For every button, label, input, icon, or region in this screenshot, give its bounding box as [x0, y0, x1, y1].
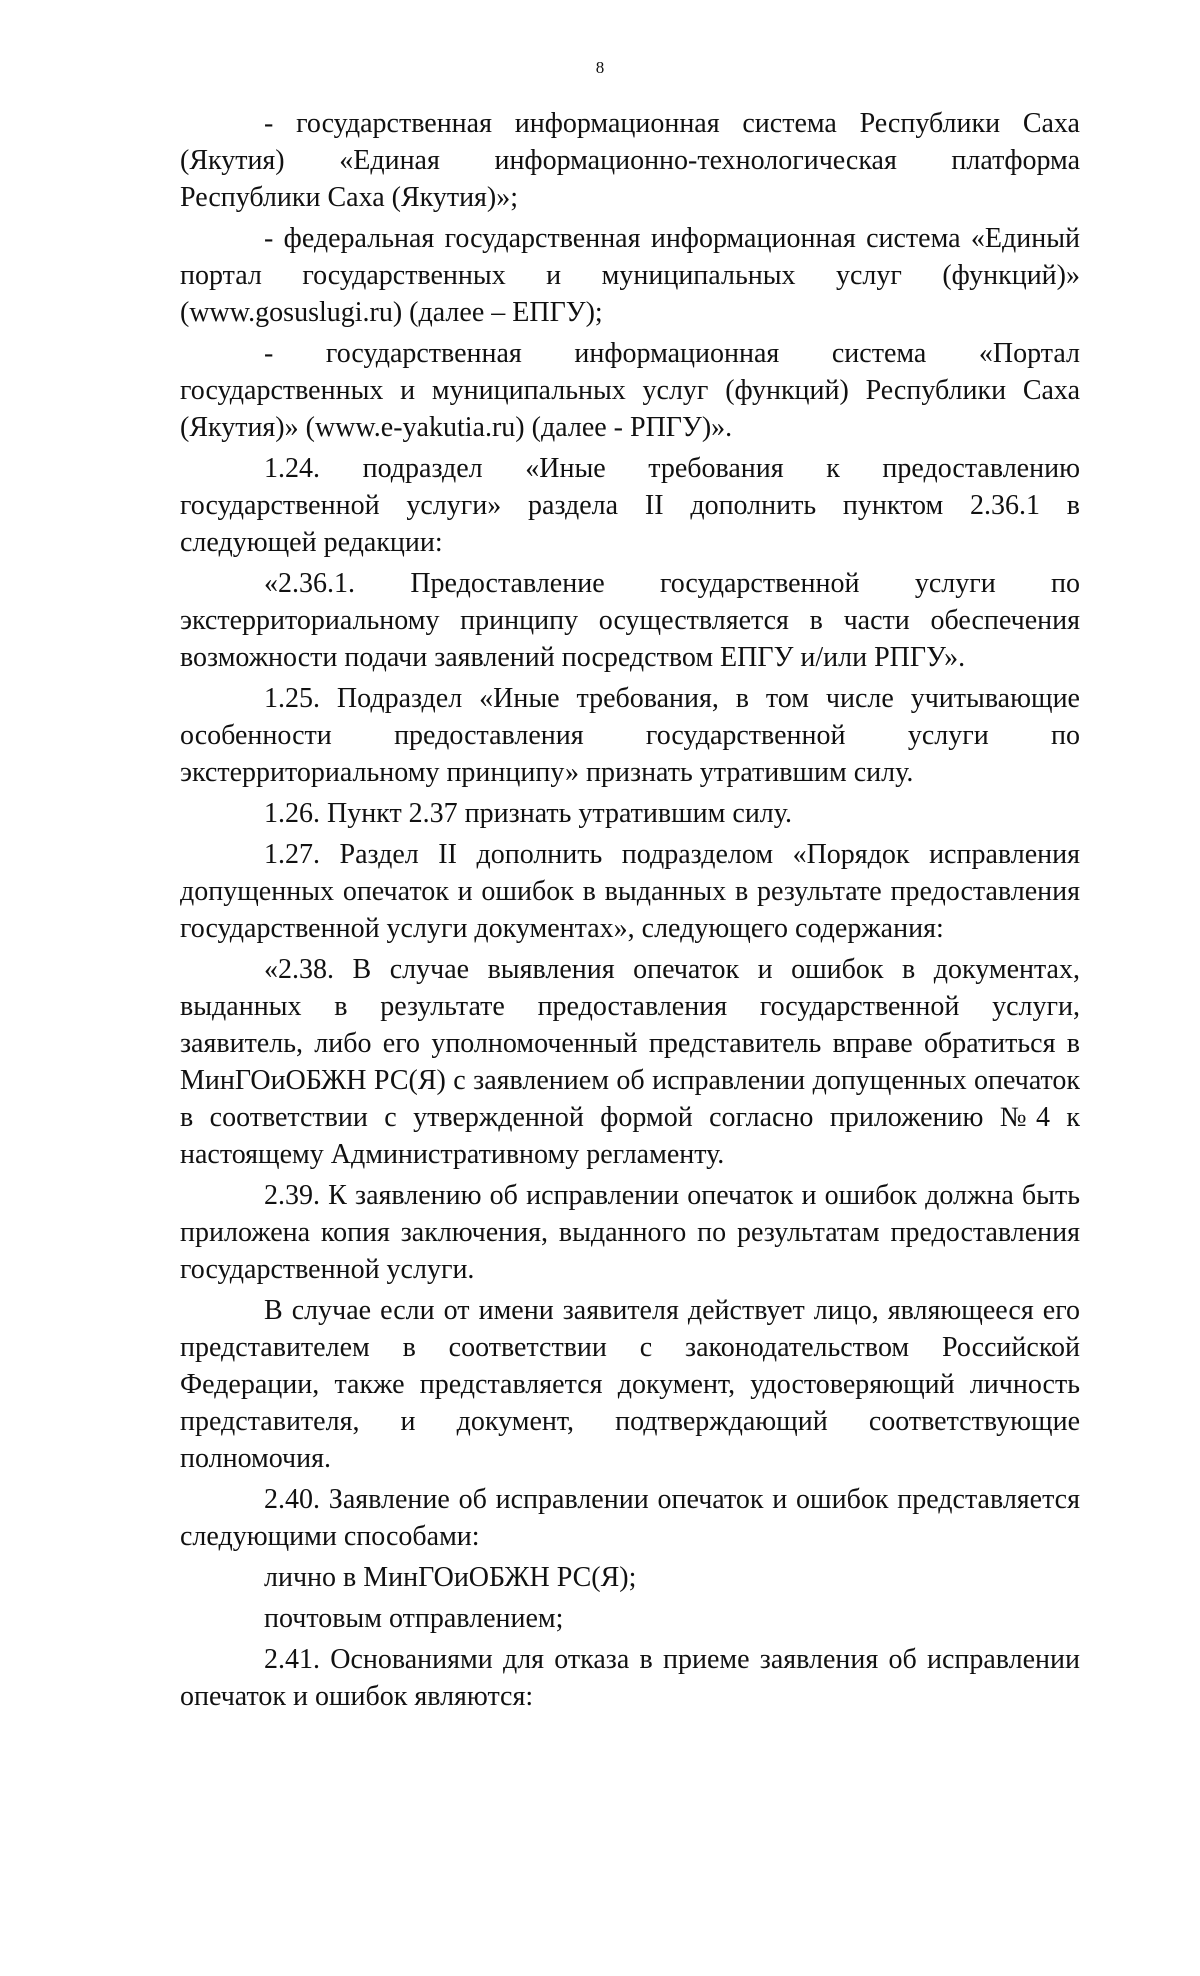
page-number: 8 [595, 58, 605, 77]
paragraph: - государственная информационная система «Портал государственных и муниципальных услуг (функций) Республики Саха (Якутия)» (www.e-yakutia.ru) (далее - РПГУ)». [180, 338, 1080, 443]
paragraph: 1.24. подраздел «Иные требования к предоставлению государственной услуги» раздела II дополнить пунктом 2.36.1 в следующей редакции: [180, 453, 1080, 558]
paragraph: «2.38. В случае выявления опечаток и ошибок в документах, выданных в результате предоставления государственной услуги, заявитель, либо его уполномоченный представитель вправе обратиться в МинГОиОБЖН РС(Я) с заявлением об исправлении допущенных опечаток в соответствии с утвержденной формой согласно приложению №4 к настоящему Административному регламенту. [180, 954, 1080, 1170]
paragraph: 2.40. Заявление об исправлении опечаток и ошибок представляется следующими способами: [180, 1484, 1080, 1552]
paragraph: «2.36.1. Предоставление государственной услуги по экстерриториальному принципу осуществляется в части обеспечения возможности подачи заявлений посредством ЕПГУ и/или РПГУ». [180, 568, 1080, 673]
paragraph: 2.39. К заявлению об исправлении опечаток и ошибок должна быть приложена копия заключения, выданного по результатам предоставления государственной услуги. [180, 1180, 1080, 1285]
paragraph: почтовым отправлением; [264, 1603, 564, 1634]
paragraph: 2.41. Основаниями для отказа в приеме заявления об исправлении опечаток и ошибок являются: [180, 1644, 1080, 1712]
paragraph: 1.25. Подраздел «Иные требования, в том числе учитывающие особенности предоставления государственной услуги по экстерриториальному принципу» признать утратившим силу. [180, 683, 1080, 788]
paragraph: 1.26. Пункт 2.37 признать утратившим силу. [264, 798, 792, 829]
paragraph: лично в МинГОиОБЖН РС(Я); [264, 1562, 637, 1593]
paragraph: 1.27. Раздел II дополнить подразделом «Порядок исправления допущенных опечаток и ошибок в выданных в результате предоставления государственной услуги документах», следующего содержания: [180, 839, 1080, 944]
paragraph: В случае если от имени заявителя действует лицо, являющееся его представителем в соответствии с законодательством Российской Федерации, также представляется документ, удостоверяющий личность представителя, и документ, подтверждающий соответствующие полномочия. [180, 1295, 1080, 1474]
paragraph: - государственная информационная система Республики Саха (Якутия) «Единая информационно-технологическая платформа Республики Саха (Якутия)»; [180, 108, 1080, 213]
paragraph: - федеральная государственная информационная система «Единый портал государственных и муниципальных услуг (функций)» (www.gosuslugi.ru) (далее – ЕПГУ); [180, 223, 1080, 328]
document-body [180, 105, 1080, 1719]
